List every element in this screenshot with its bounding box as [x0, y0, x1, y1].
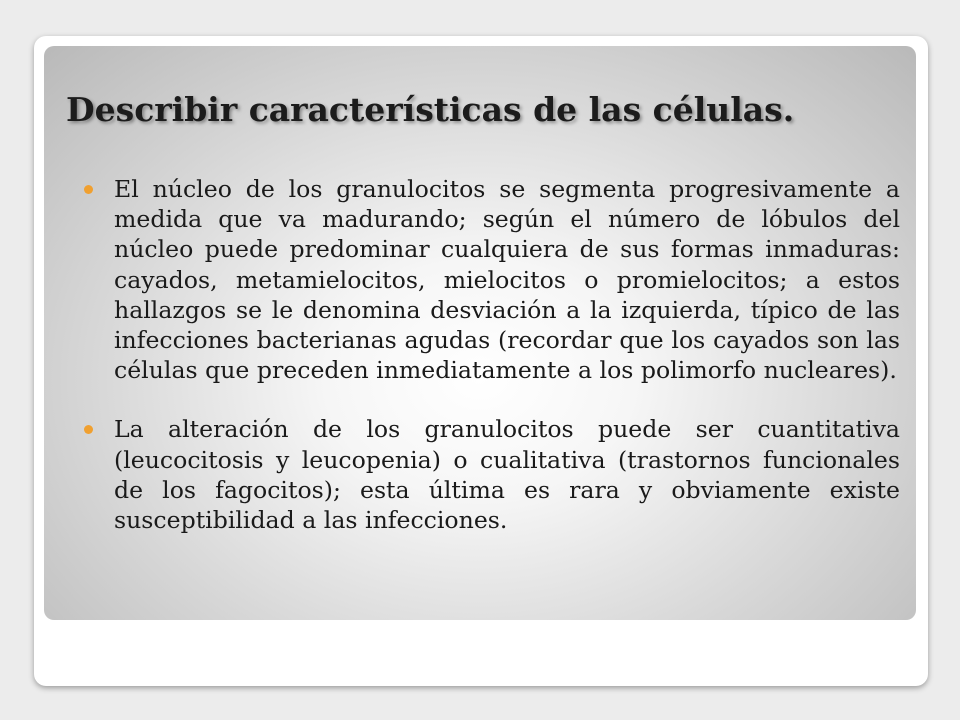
bullet-item: [84, 174, 900, 385]
content-panel: [44, 46, 916, 620]
bullet-dot-icon: [84, 425, 93, 434]
slide-title: Describir características de las células.: [66, 90, 795, 129]
bullet-dot-icon: [84, 185, 93, 194]
bullet-list: [84, 174, 900, 564]
slide-frame: [34, 36, 928, 686]
bullet-text: El núcleo de los granulocitos se segmenta progresivamente a medida que va madurando; según el número de lóbulos del núcleo puede predominar cualquiera de sus formas inmaduras: cayados, metamielocitos, mielocitos o promielocitos; a estos hallazgos se le denomina desviación a la izquierda, típico de las infecciones bacterianas agudas (recordar que los cayados son las células que preceden inmediatamente a los polimorfo nucleares).: [114, 175, 900, 385]
bullet-item: [84, 414, 900, 535]
bullet-text: La alteración de los granulocitos puede ser cuantitativa (leucocitosis y leucopenia) o cualitativa (trastornos funcionales de los fagocitos); esta última es rara y obviamente existe susceptibilidad a las infecciones.: [114, 415, 900, 535]
